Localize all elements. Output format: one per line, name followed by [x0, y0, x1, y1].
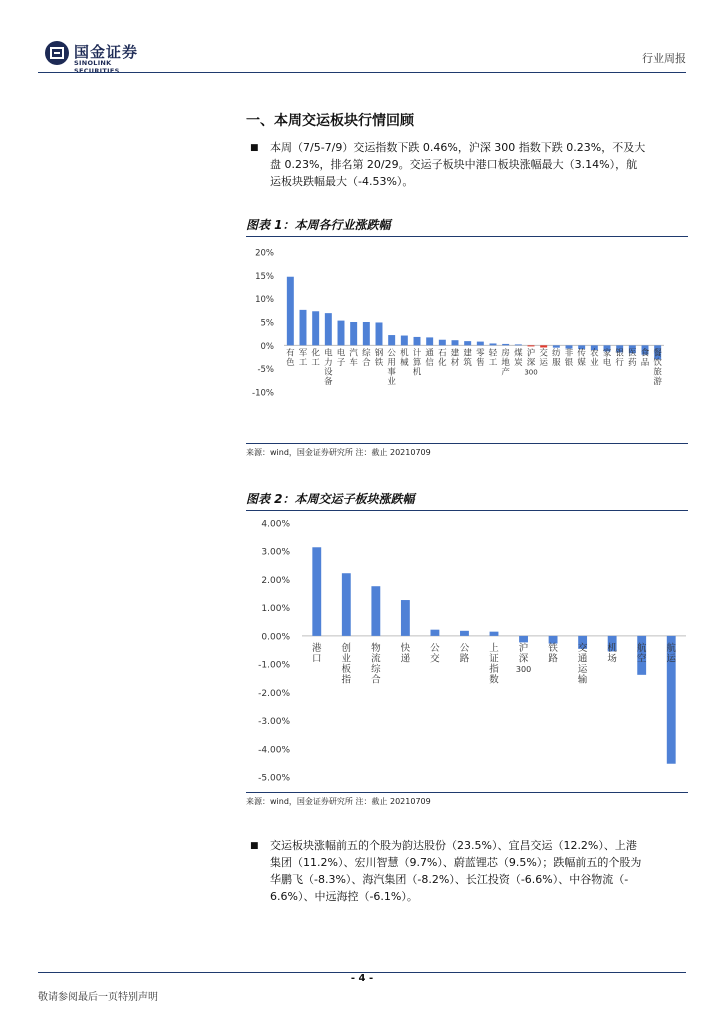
x-category-label: 通信 [425, 348, 434, 368]
x-category-label: 军工 [298, 348, 308, 368]
x-category-label: 轻工 [488, 348, 498, 368]
bullet-marker: ■ [250, 143, 259, 153]
bar-电子 [338, 321, 345, 346]
x-category-label: 有色 [286, 348, 295, 368]
y-tick-label: -5% [257, 365, 274, 376]
bar-石化 [439, 340, 446, 346]
x-category-label: 航空 [636, 642, 647, 665]
figure1-source: 来源：wind，国金证券研究所 注：截止 20210709 [246, 443, 688, 458]
logo-text-cn: 国金证券 [74, 43, 139, 61]
bar-综合 [363, 322, 370, 345]
bar-轻工 [490, 343, 497, 345]
y-tick-label: 1.00% [261, 604, 290, 615]
y-tick-label: 0% [260, 341, 274, 352]
x-category-label: 汽车 [349, 348, 358, 368]
paragraph-line: 6.6%）、中远海控（-6.1%）。 [270, 890, 418, 903]
bar-机械 [401, 336, 408, 346]
x-category-label: 石化 [438, 348, 447, 368]
bar-快递 [401, 600, 410, 636]
bar-煤炭 [515, 344, 522, 345]
x-category-label: 公交 [430, 642, 440, 665]
transport-subsector-chart [246, 514, 688, 792]
y-tick-label: 20% [255, 248, 274, 259]
x-category-label: 家电 [602, 348, 612, 368]
page-number: - 4 - [350, 973, 374, 984]
y-tick-label: 10% [255, 295, 274, 306]
y-tick-label: 3.00% [261, 547, 290, 558]
x-category-label: 上证指数 [489, 642, 499, 686]
y-tick-label: -5.00% [258, 773, 290, 784]
logo-mark-icon [44, 40, 70, 66]
x-category-label: 银行 [615, 348, 624, 368]
x-category-label: 零售 [476, 348, 485, 368]
x-category-label: 机场 [607, 642, 617, 665]
bar-公路 [460, 631, 469, 636]
bar-钢铁 [376, 322, 383, 345]
bar-零售 [477, 342, 484, 346]
x-category-label: 铁路 [548, 642, 558, 665]
report-category: 行业周报 [642, 52, 686, 65]
bar-建材 [452, 340, 459, 345]
bar-创业板指 [342, 573, 351, 636]
summary-paragraph [270, 139, 688, 190]
bar-计算机 [414, 337, 421, 345]
logo-text-en: SINOLINK SECURITIES [74, 59, 120, 75]
bar-港口 [312, 547, 321, 636]
bullet-marker: ■ [250, 841, 259, 851]
bar-通信 [426, 337, 433, 345]
x-category-label: 交通运输 [577, 642, 588, 686]
stocks-paragraph [270, 837, 688, 905]
x-category-label: 房地产 [501, 348, 510, 378]
x-category-label: 公路 [459, 642, 470, 665]
x-category-label: 化工 [311, 348, 320, 368]
bar-化工 [312, 311, 319, 345]
paragraph-line: 交运板块涨幅前五的个股为韵达股份（23.5%）、宜昌交运（12.2%）、上港 [270, 839, 637, 852]
industry-returns-chart [246, 240, 688, 445]
paragraph-line: 盘 0.23%，排名第 20/29。交运子板块中港口板块涨幅最大（3.14%），航 [270, 158, 638, 171]
x-category-label: 建筑 [463, 348, 472, 368]
bar-房地产 [502, 344, 509, 345]
y-tick-label: -3.00% [258, 717, 290, 728]
x-category-label: 综合 [362, 348, 371, 368]
x-category-label: 电力设备 [324, 348, 333, 387]
figure1-title: 图表 1：本周各行业涨跌幅 [246, 216, 688, 237]
x-category-label: 航运 [666, 642, 676, 665]
bar-公交 [430, 630, 439, 636]
bar-上证指数 [490, 632, 499, 636]
x-category-label: 沪深 300 [515, 642, 532, 674]
y-tick-label: 0.00% [261, 632, 290, 643]
figure2-title: 图表 2：本周交运子板块涨跌幅 [246, 490, 688, 511]
x-category-label: 港口 [312, 642, 322, 665]
bar-纺服 [553, 345, 560, 347]
bar-建筑 [464, 341, 471, 345]
y-tick-label: -10% [252, 388, 274, 399]
x-category-label: 煤炭 [514, 348, 523, 368]
y-tick-label: -1.00% [258, 660, 290, 671]
bar-电力设备 [325, 313, 332, 345]
y-tick-label: 2.00% [261, 575, 290, 586]
x-category-label: 食品 [640, 348, 650, 368]
x-category-label: 农业 [590, 348, 599, 368]
x-category-label: 医药 [628, 348, 637, 368]
x-category-label: 计算机 [412, 348, 422, 378]
bar-沪深300 [528, 345, 535, 346]
y-tick-label: -2.00% [258, 688, 290, 699]
figure2-source: 来源：wind，国金证券研究所 注：截止 20210709 [246, 792, 688, 807]
company-logo [44, 38, 156, 75]
header-divider [38, 72, 686, 73]
bar-有色 [287, 277, 294, 346]
bar-交运 [540, 345, 547, 347]
bar-汽车 [350, 322, 357, 345]
paragraph-line: 集团（11.2%）、宏川智慧（9.7%）、蔚蓝锂芯（9.5%）；跌幅前五的个股为 [270, 856, 642, 869]
x-category-label: 机械 [400, 348, 409, 368]
paragraph-line: 运板块跌幅最大（-4.53%）。 [270, 175, 414, 188]
y-tick-label: -4.00% [258, 745, 290, 756]
x-category-label: 电子 [336, 348, 346, 368]
y-tick-label: 15% [255, 271, 274, 282]
x-category-label: 非银 [564, 348, 574, 368]
x-category-label: 公用事业 [387, 348, 396, 387]
footer-disclaimer: 敬请参阅最后一页特别声明 [38, 992, 158, 1003]
y-tick-label: 4.00% [261, 519, 290, 530]
x-category-label: 沪深 300 [524, 348, 538, 377]
bar-物流综合 [371, 586, 380, 636]
paragraph-line: 本周（7/5-7/9）交运指数下跌 0.46%，沪深 300 指数下跌 0.23%，不及大 [270, 141, 646, 154]
x-category-label: 交运 [539, 348, 548, 368]
section-title: 一、本周交运板块行情回顾 [246, 113, 414, 129]
paragraph-line: 华鹏飞（-8.3%）、海汽集团（-8.2%）、长江投资（-6.6%）、中谷物流（- [270, 873, 629, 886]
x-category-label: 快递 [400, 642, 411, 665]
x-category-label: 钢铁 [374, 348, 384, 368]
x-category-label: 传媒 [577, 348, 586, 368]
bar-公用事业 [388, 335, 395, 345]
x-category-label: 餐饮旅游 [653, 348, 662, 387]
y-tick-label: 5% [260, 318, 274, 329]
bar-沪深300 [519, 636, 528, 642]
x-category-label: 建材 [450, 348, 460, 368]
bar-军工 [300, 310, 307, 345]
x-category-label: 纺服 [552, 348, 561, 368]
x-category-label: 创业板指 [341, 642, 352, 686]
x-category-label: 物流综合 [371, 642, 381, 686]
